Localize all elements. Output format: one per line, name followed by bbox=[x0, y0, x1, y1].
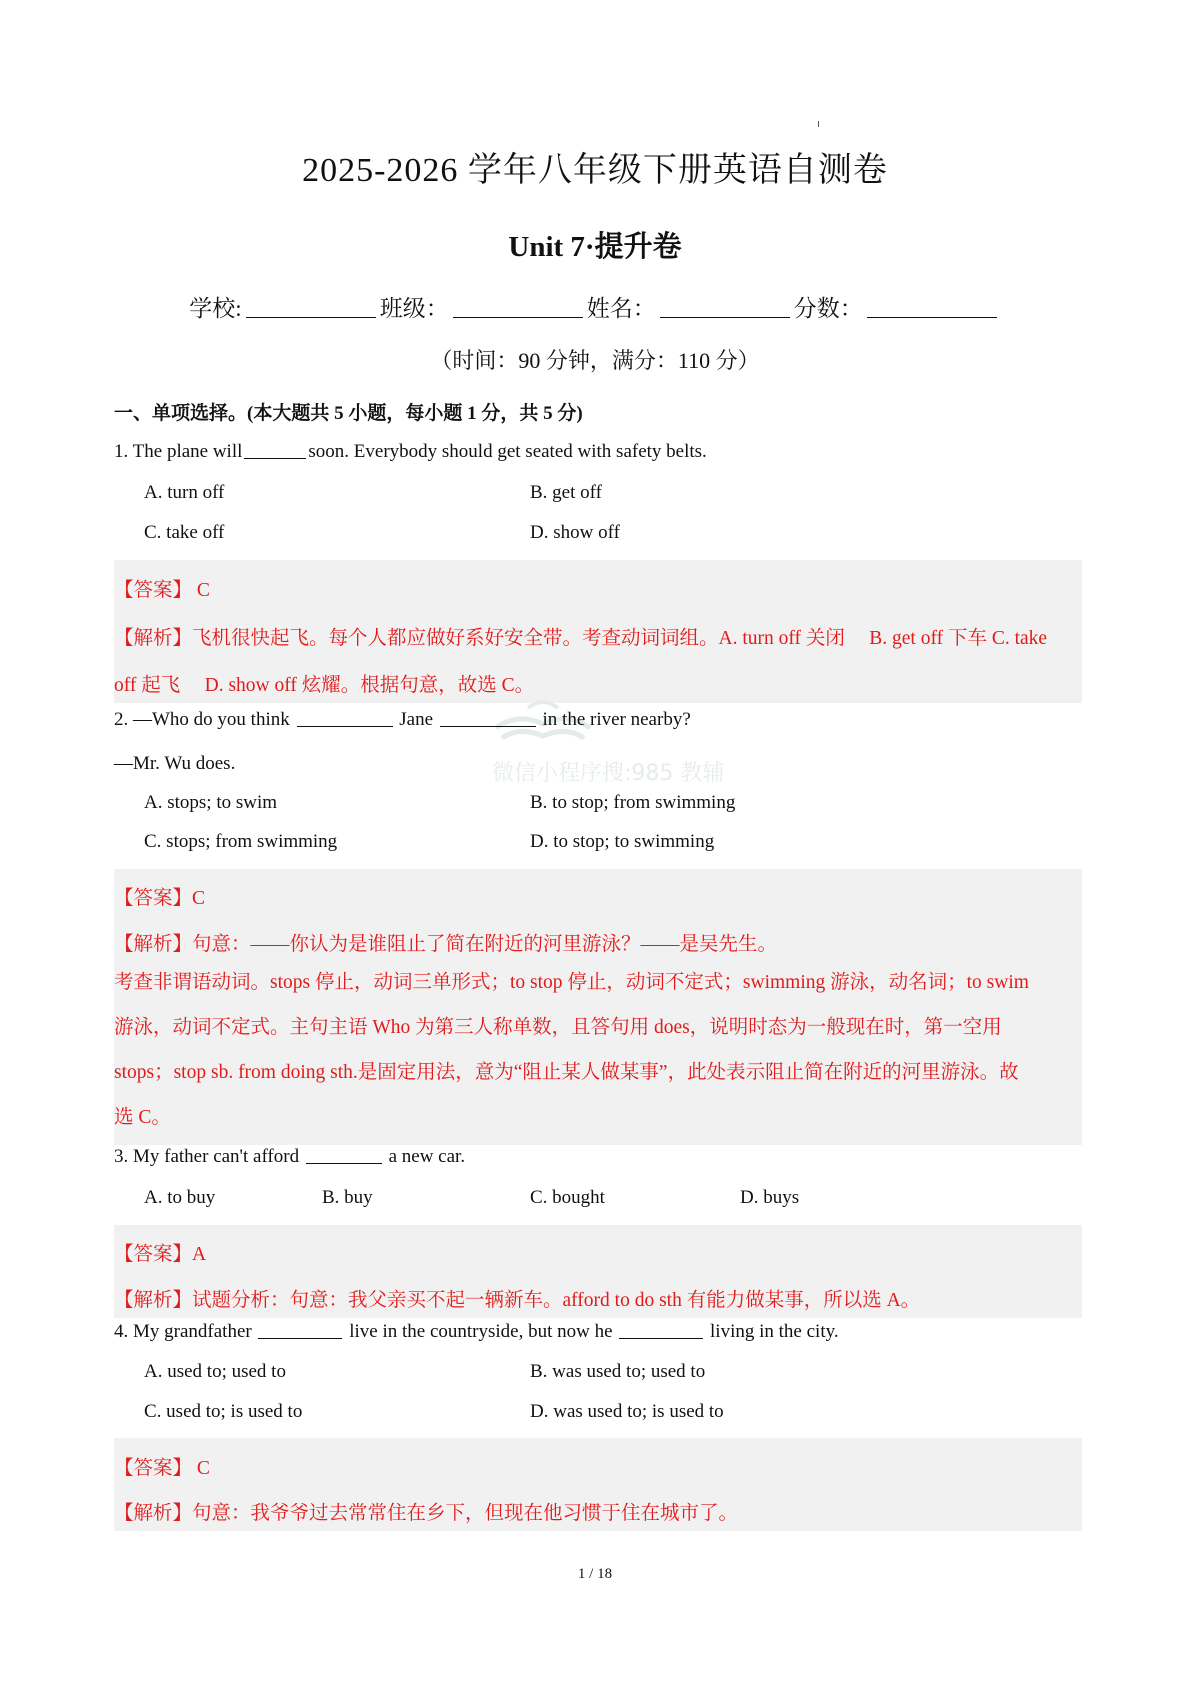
q4-stem-part-b: live in the countryside, but now he bbox=[349, 1321, 613, 1342]
q2-stem-part-b: Jane bbox=[399, 709, 434, 730]
q1-explanation-line-1: 【解析】飞机很快起飞。每个人都应做好系好安全带。考查动词词组。A. turn off 关闭 B. get off 下车 C. take bbox=[114, 628, 1048, 649]
q4-option-c: C. used to; is used to bbox=[144, 1401, 303, 1422]
q4-answer: 【答案】 C bbox=[114, 1458, 210, 1479]
q2-answer: 【答案】C bbox=[114, 888, 206, 909]
school-blank bbox=[246, 297, 376, 318]
class-label: 班级： bbox=[379, 296, 449, 321]
q2-blank-1 bbox=[297, 709, 393, 727]
q3-answer: 【答案】A bbox=[114, 1244, 207, 1265]
q4-option-b: B. was used to; used to bbox=[530, 1361, 706, 1382]
q2-option-b: B. to stop; from swimming bbox=[530, 792, 736, 813]
q4-explanation-line-1: 【解析】句意：我爷爷过去常常住在乡下，但现在他习惯于住在城市了。 bbox=[114, 1503, 739, 1524]
school-label: 学校: bbox=[189, 296, 242, 321]
q2-blank-2 bbox=[440, 709, 536, 727]
q3-stem-part-a: 3. My father can't afford bbox=[114, 1146, 300, 1167]
exam-title: 2025-2026 学年八年级下册英语自测卷 bbox=[302, 152, 888, 189]
q4-stem-part-a: 4. My grandfather bbox=[114, 1321, 252, 1342]
watermark-text: 微信小程序搜:985 教辅 bbox=[492, 761, 725, 786]
q2-option-a: A. stops; to swim bbox=[144, 792, 278, 813]
student-info-line bbox=[0, 290, 1190, 323]
q3-stem-part-b: a new car. bbox=[388, 1146, 466, 1167]
q1-blank bbox=[244, 441, 306, 459]
q4-blank-2 bbox=[619, 1321, 703, 1339]
q2-explanation-line-1: 【解析】句意：——你认为是谁阻止了简在附近的河里游泳？——是吴先生。 bbox=[114, 934, 778, 955]
q4-option-a: A. used to; used to bbox=[144, 1361, 286, 1382]
q3-explanation-line-1: 【解析】试题分析：句意：我父亲买不起一辆新车。afford to do sth 有能力做某事，所以选 A。 bbox=[114, 1290, 921, 1311]
question-1-stem bbox=[114, 441, 707, 463]
q2-stem-part-a: 2. —Who do you think bbox=[114, 709, 290, 730]
q1-stem-part-a: 1. The plane will bbox=[114, 441, 243, 462]
q1-option-b: B. get off bbox=[530, 482, 602, 503]
q4-option-d: D. was used to; is used to bbox=[530, 1401, 724, 1422]
section-heading: 一、单项选择。(本大题共 5 小题，每小题 1 分，共 5 分) bbox=[114, 403, 583, 424]
q1-option-d: D. show off bbox=[530, 522, 620, 543]
q4-blank-1 bbox=[258, 1321, 342, 1339]
q2-explanation-line-4: stops；stop sb. from doing sth.是固定用法，意为“阻止某人做某事”，此处表示阻止简在附近的河里游泳。故 bbox=[114, 1062, 1019, 1083]
score-label: 分数： bbox=[793, 296, 863, 321]
q3-option-c: C. bought bbox=[530, 1187, 605, 1208]
scan-mark bbox=[818, 121, 819, 127]
q4-stem-part-c: living in the city. bbox=[710, 1321, 839, 1342]
class-blank bbox=[453, 297, 583, 318]
question-4-stem bbox=[114, 1321, 839, 1343]
q1-answer: 【答案】 C bbox=[114, 580, 210, 601]
question-3-stem bbox=[114, 1146, 465, 1168]
score-blank bbox=[867, 297, 997, 318]
q2-explanation-line-2: 考查非谓语动词。stops 停止，动词三单形式；to stop 停止，动词不定式；swimming 游泳，动名词；to swim bbox=[114, 972, 1029, 993]
q3-option-a: A. to buy bbox=[144, 1187, 216, 1208]
q1-explanation-line-2: off 起飞 D. show off 炫耀。根据句意，故选 C。 bbox=[114, 675, 535, 696]
q1-option-c: C. take off bbox=[144, 522, 225, 543]
q2-reply: —Mr. Wu does. bbox=[114, 753, 236, 774]
q2-stem-part-c: in the river nearby? bbox=[542, 709, 691, 730]
time-info: （时间：90 分钟，满分：110 分） bbox=[430, 348, 760, 373]
name-label: 姓名： bbox=[586, 296, 656, 321]
question-2-stem bbox=[114, 709, 691, 731]
name-blank bbox=[660, 297, 790, 318]
q3-option-d: D. buys bbox=[740, 1187, 800, 1208]
q1-option-a: A. turn off bbox=[144, 482, 225, 503]
q2-explanation-line-5: 选 C。 bbox=[114, 1107, 171, 1128]
q2-option-d: D. to stop; to swimming bbox=[530, 831, 715, 852]
q2-explanation-line-3: 游泳，动词不定式。主句主语 Who 为第三人称单数，且答句用 does，说明时态为一般现在时，第一空用 bbox=[114, 1017, 1002, 1038]
page-number: 1 / 18 bbox=[577, 1566, 613, 1582]
q3-option-b: B. buy bbox=[322, 1187, 373, 1208]
exam-subtitle: Unit 7·提升卷 bbox=[508, 231, 682, 263]
q2-option-c: C. stops; from swimming bbox=[144, 831, 338, 852]
q1-stem-part-b: soon. Everybody should get seated with safety belts. bbox=[308, 441, 707, 462]
q3-blank bbox=[306, 1146, 382, 1164]
